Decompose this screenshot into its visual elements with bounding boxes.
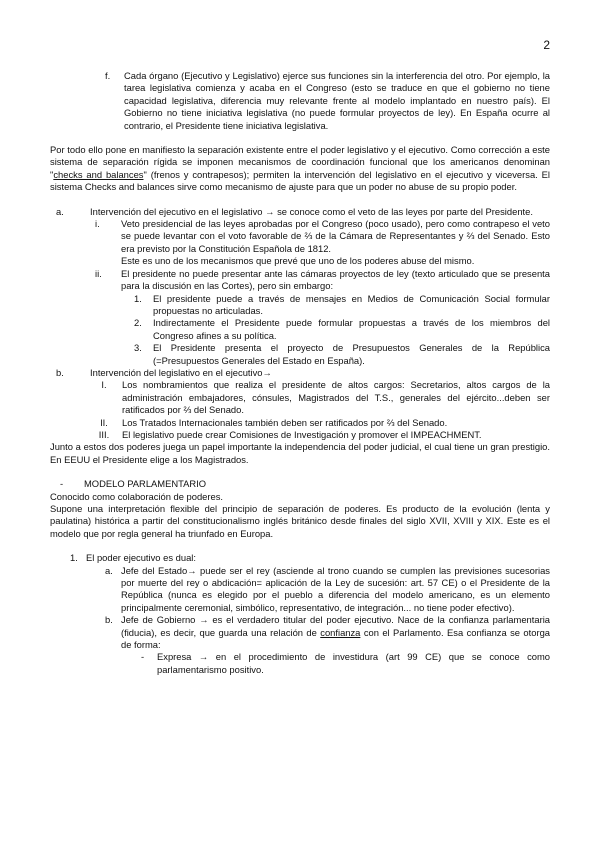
page-number: 2 — [543, 38, 550, 52]
list-item-a-ii: ii. El presidente no puede presentar ante las cámaras proyectos de ley (texto articulado que se presenta para la discusión en las Cortes), pero sin embargo: — [95, 267, 550, 292]
list-item-a-ii-2: 2. Indirectamente el Presidente puede formular propuestas a través de los miembros del Congreso afines a su política. — [134, 317, 550, 341]
list-item-b-II: II. Los Tratados Internacionales también deben ser ratificados por ⅔ del Senado. — [100, 416, 448, 428]
list-item-1: 1. El poder ejecutivo es dual: — [70, 552, 196, 564]
document-body — [50, 70, 550, 676]
paragraph-judicial: Junto a estos dos poderes juega un papel importante la independencia del poder judicial, el cual tiene un gran prestigio. En EEUU el Presidente elige a los Magistrados. — [50, 441, 550, 465]
list-item-b-I: I. Los nombramientos que realiza el presidente de altos cargos: Secretarios, altos cargos de la administración embajadores, cónsules, Magistrados del T.S., generales del ejército...deben ser ratificados por ⅔ del Senado. — [101, 379, 550, 416]
checks-balances-link[interactable]: checks and balances — [53, 168, 144, 180]
list-item-1-a: a. Jefe del Estado→ puede ser el rey (asciende al trono cuando se cumplen las previsiones sucesorias por muerte del rey o abdicación= aplicación de la Ley de sucesión: art. 57 CE) o el Presidente de la República (nunca es elegido por el pueblo a diferencia del modelo americano, es un elemento principalmente ceremonial, simbólico, representativo, de integración... no tiene poder efectivo). — [105, 564, 550, 613]
paragraph-checks-balances: Por todo ello pone en manifiesto la separación existente entre el poder legislativo y el ejecutivo. Como corrección a este sistema de separación rígida se imponen mecanismos de coordinación funcional que los americanos denominan "checks and balances" (frenos y contrapesos); permiten la intervención del legislativo en el ejecutivo y viceversa. El sistema Checks and balances sirve como mecanismo de ajuste para que un poder no abuse de su propio poder. — [50, 144, 550, 193]
list-item-1-b: b. Jefe de Gobierno → es el verdadero titular del poder ejecutivo. Nace de la confianza parlamentaria (fiducia), es decir, que guarda una relación de confianza con el Parlamento. Esa confianza se otorga de forma: — [105, 614, 550, 651]
list-item-b: b. Intervención del legislativo en el ejecutivo→ — [56, 366, 272, 378]
heading-modelo-parlamentario: - MODELO PARLAMENTARIO — [60, 478, 207, 490]
list-item-f — [50, 70, 550, 132]
list-item-b-III: III. El legislativo puede crear Comisiones de Investigación y promover el IMPEACHMENT. — [98, 428, 482, 440]
list-item-a-ii-3: 3. El Presidente presenta el proyecto de Presupuestos Generales de la República (=Presupuestos Generales del Estado en España). — [134, 342, 550, 366]
paragraph-colaboracion: Conocido como colaboración de poderes. — [50, 490, 224, 502]
list-item-a-ii-1: 1. El presidente puede a través de mensajes en Medios de Comunicación Social formular propuestas no articuladas. — [134, 292, 550, 316]
list-text: Cada órgano (Ejecutivo y Legislativo) ejerce sus funciones sin la interferencia del otro. Por ejemplo, la tarea legislativa comienza y acaba en el Congreso (esto se traduce en que el gobierno no tiene capacidad legislativa, diferencia muy relevante frente al modelo implantado en nuestro país). El Gobierno no tiene iniciativa legislativa (no puede formular proyectos de ley). En España ocurre al contrario, el Presidente tiene iniciativa legislativa. — [124, 70, 550, 131]
confianza-link[interactable]: confianza — [320, 626, 361, 638]
list-item-1-b-expresa: - Expresa → en el procedimiento de investidura (art 99 CE) que se conoce como parlamentarismo positivo. — [141, 651, 550, 675]
list-marker: f. — [105, 70, 111, 81]
paragraph-interpretacion: Supone una interpretación flexible del principio de separación de poderes. Es producto de la evolución (lenta y paulatina) histórica a partir del constitucionalismo inglés británico desde finales del siglo XVII, XVIII y XIX. Este es el modelo que por regla general ha triunfado en Europa. — [50, 503, 550, 539]
list-item-a-i: i. Veto presidencial de las leyes aprobadas por el Congreso (poco usado), pero como contrapeso el veto se puede levantar con el voto favorable de ⅔ de la Cámara de Representantes y ⅔ del Senado. Esto era previsto por la Constitución Española de 1812. Este es uno de los mecanismos que prevé que uno de los poderes abuse del mismo. — [95, 218, 550, 267]
list-item-a: a. Intervención del ejecutivo en el legislativo → se conoce como el veto de las leyes por parte del Presidente. — [56, 205, 533, 217]
